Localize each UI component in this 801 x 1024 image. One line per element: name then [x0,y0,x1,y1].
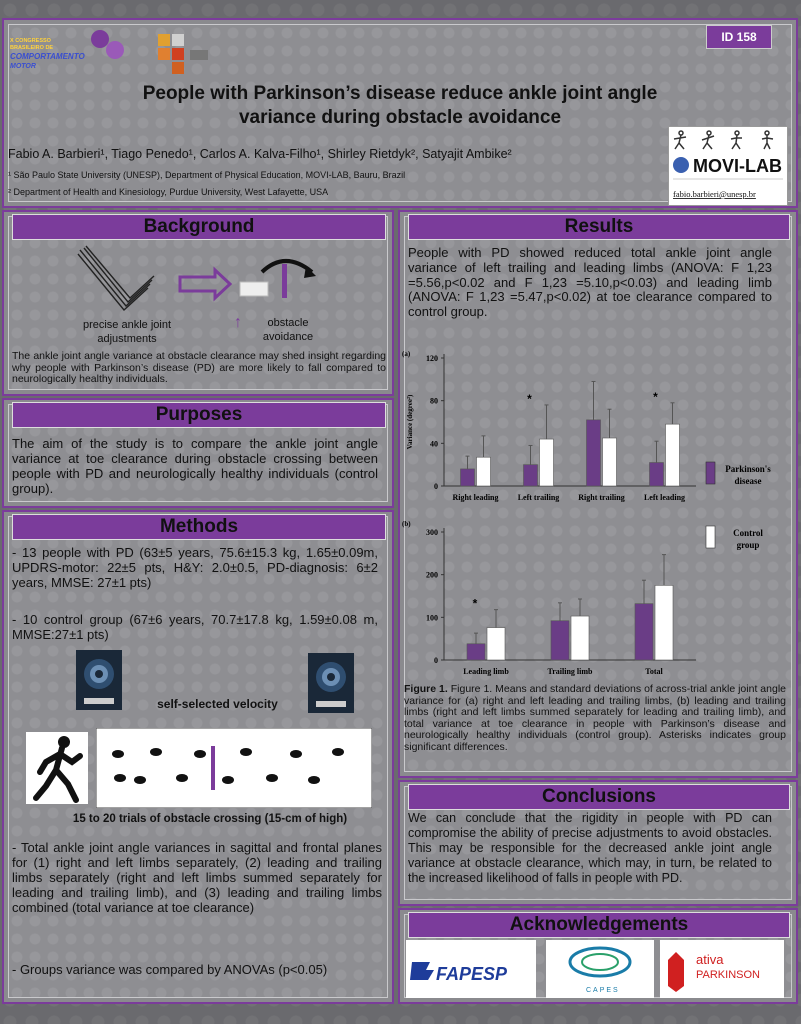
bg-arrow-up-icon: ↑ [234,314,242,331]
congress-logo-line3: COMPORTAMENTO [10,52,85,61]
chart-0-bar-pd [650,463,664,486]
methods-bullet-4: - Groups variance was compared by ANOVAs (p<0.05) [12,962,328,977]
speaker-icon-right [308,653,354,713]
purposes-text: The aim of the study is to compare the ankle joint angle variance at toe clearance during obstacle crossing between people with PD and neurologically healthy individuals (control group). [12,436,378,496]
chart-1-ytick: 300 [426,528,438,537]
ativa-logo-line2: PARKINSON [696,969,760,981]
background-illustration [70,244,330,320]
chart-0-legend-swatch [706,462,715,484]
trials-label: 15 to 20 trials of obstacle crossing (15-cm of high) [72,813,348,825]
chart-1-legend-swatch [706,526,715,548]
chart-0-ytick: 80 [430,396,438,406]
congress-logo-line4: MOTOR [10,63,36,70]
chart-1-category-label: Total [645,667,663,676]
chart-0-significance-asterisk: * [527,391,532,406]
ativa-logo-line1: ativa [696,952,724,967]
chart-1-bar-pd [467,644,485,660]
speaker-icon-left [76,650,122,710]
capes-logo-text: CAPES [586,987,620,994]
affiliation-1: ¹ São Paulo State University (UNESP), Department of Physical Education, MOVI-LAB, Bauru, Brazil [8,170,406,180]
chart-1-bar-control [487,628,505,660]
chart-1-ytick: 100 [426,613,438,623]
bg-label-obstacle: obstacle avoidance [262,317,314,343]
figure-caption [404,684,786,753]
contact-email: fabio.barbieri@unesp.br [673,189,756,199]
chart-0-panel-label: (a) [402,350,411,358]
results-text: People with PD showed reduced total ankle joint angle variance of left trailing and leading limbs (ANOVA: F 1,23 =5.56,p<0.02 and F 1,23 =5.10,p<0.03) and leading limb (ANOVA: F 1,23 =5.47,p<0.02) at toe clearance compared to control group. [408,245,772,320]
conclusions-title: Conclusions [408,784,790,810]
chart-1-category-label: Trailing limb [547,667,593,676]
poster-title [40,82,760,130]
capes-logo [546,940,654,998]
lab-name: MOVI-LAB [693,156,782,176]
figure-caption-label: Figure 1. [404,683,448,695]
chart-0-bar-control [603,438,617,486]
chart-0-ytick: 40 [430,439,438,449]
poster-title-line2: variance during obstacle avoidance [238,107,562,128]
chart-1-bar-pd [551,621,569,660]
chart-0-bar-pd [524,465,538,486]
chart-0-bar-pd [461,469,475,486]
chart-1-bar-control [571,616,589,660]
chart-0-bar-pd [587,420,601,486]
chart-0-legend-line1: Parkinson's [725,464,771,474]
methods-title: Methods [12,514,386,540]
figure-caption-text: Figure 1. Means and standard deviations of across-trial ankle joint angle variance for (a) right and left leading and trailing limbs, (b) leading and trailing limbs (right and left limbs summed separately for leading and trailing limb), and total variance at toe clearance in people with Parkinson’s disease and neurologically healthy individuals (control group). Asterisks indicates group significant differences. [404,683,786,753]
footprints-walkway [96,728,372,808]
congress-logo-line2: BRASILEIRO DE [10,45,54,51]
velocity-label: self-selected velocity [157,697,278,711]
chart-0-bar-control [540,439,554,486]
chart-0-category-label: Right leading [452,493,499,502]
chart-1-category-label: Leading limb [463,667,509,676]
congress-logo [8,28,133,72]
chart-1-significance-asterisk: * [472,596,478,611]
chart-1-bar-control [655,585,673,660]
methods-bullet-2: - 10 control group (67±6 years, 70.7±17.8 kg, 1.59±0.08 m, MMSE:27±1 pts) [12,612,378,642]
chart-0-legend-line2: disease [734,476,762,486]
chart-1-bar-pd [635,604,653,660]
poster-title-line1: People with Parkinson’s disease reduce ankle joint angle [142,83,658,104]
chart-0-bar-control [666,424,680,486]
conclusions-text: We can conclude that the rigidity in people with PD can compromise the ability of precise adjustments to avoid obstacles. This may be responsible for the decreased ankle joint angle variance at obstacle clearance, which may, in turn, be related to the increased likelihood of falls in people with PD. [408,811,772,885]
chart-0-category-label: Right trailing [578,493,625,502]
chart-1-ytick: 200 [426,570,438,580]
poster-id-badge: ID 158 [706,25,772,49]
chart-0-ylabel: Variance (degree²) [406,394,414,450]
chart-0-category-label: Left leading [643,493,686,502]
purposes-title: Purposes [12,402,386,428]
results-figure [400,340,796,680]
author-list: Fabio A. Barbieri¹, Tiago Penedo¹, Carlos A. Kalva-Filho¹, Shirley Rietdyk², Satyajit Ambike² [8,147,512,161]
chart-1-legend-line2: group [736,540,760,550]
fapesp-logo-text: FAPESP [436,964,508,984]
ativa-parkinson-logo [660,940,784,998]
fapesp-logo [406,940,536,998]
chart-1-panel-label: (b) [402,520,411,528]
chart-0-bar-control [477,457,491,486]
chart-1-legend-line1: Control [733,528,763,538]
chart-0-category-label: Left trailing [517,493,560,502]
methods-bullet-1: - 13 people with PD (63±5 years, 75.6±15.3 kg, 1.65±0.09m, UPDRS-motor: 22±5 pts, H&Y: 2.0±0.5, PD-diagnosis: 6±2 years, MMSE: 27±1 pts) [12,545,378,590]
results-title: Results [408,214,790,240]
background-text: The ankle joint angle variance at obstacle clearance may shed insight regarding why people with Parkinson’s disease (PD) are more likely to fall compared to neurologically healthy individuals. [12,350,386,385]
background-title: Background [12,214,386,240]
walking-person-icon [26,732,88,804]
movi-lab-logo [668,126,788,206]
chart-0-ytick: 0 [434,482,438,491]
acknowledgements-title: Acknowledgements [408,912,790,938]
methods-bullet-3: - Total ankle joint angle variances in sagittal and frontal planes for (1) right and left limbs separately, (2) leading and trailing limbs separately (right and left limbs summed separately for leading and trailing limb), and (3) leading and trailing limbs combined (total variance at toe clearance) [12,840,382,915]
bg-label-ankle: precise ankle joint adjustments [82,319,172,345]
chart-0-significance-asterisk: * [653,389,658,404]
chart-0-ytick: 120 [426,354,438,363]
social-icons [158,32,210,76]
chart-1-ytick: 0 [434,656,438,665]
congress-logo-line1: X CONGRESSO [10,38,51,44]
affiliation-2: ² Department of Health and Kinesiology, Purdue University, West Lafayette, USA [8,187,329,197]
